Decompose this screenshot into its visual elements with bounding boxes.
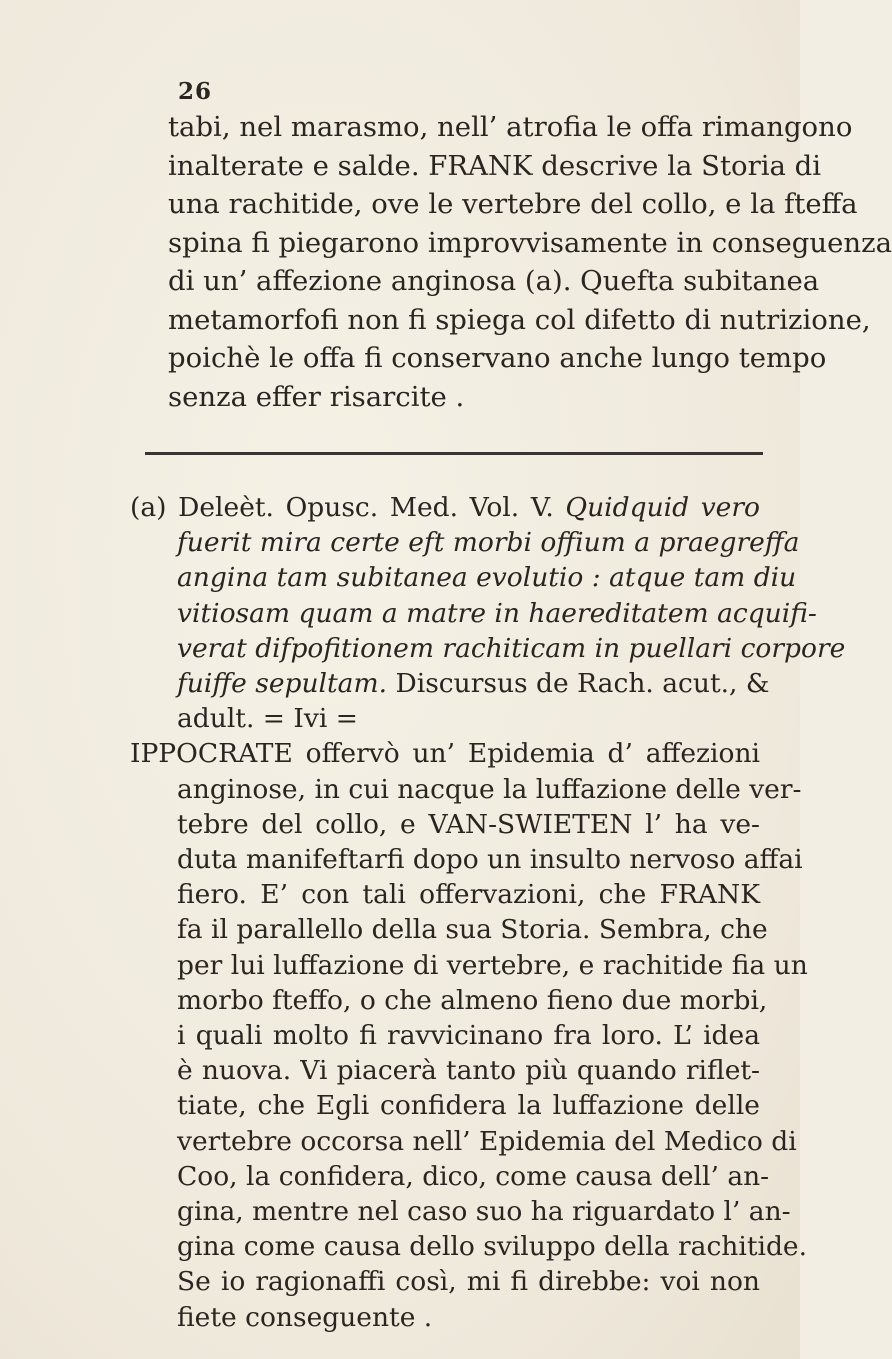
paragraph-line: duta manifeftarfi dopo un insulto nervoso affai	[177, 844, 803, 876]
footnote-block	[130, 490, 846, 1335]
paragraph-line: morbo fteffo, o che almeno fieno due morbi,	[177, 984, 768, 1016]
paragraph-line: vertebre occorsa nell’ Epidemia del Medico di	[177, 1125, 797, 1157]
paragraph-line: fiero. E’ con tali offervazioni, che FRANK	[177, 879, 760, 911]
footnote-marker: (a)	[130, 492, 167, 523]
footnote-quote-start: Quidquid vero	[565, 492, 760, 523]
footnote-reference: Deleѐt. Opusc. Med. Vol. V.	[178, 492, 554, 523]
paragraph-line: IPPOCRATE offervò un’ Epidemia d’ affezioni	[130, 738, 760, 770]
footnote-quote-end: fuiffe sepultam.	[177, 668, 388, 700]
paragraph-line: Coo, la confidera, dico, come causa dell’ an-	[177, 1160, 770, 1192]
text-line: di un’ affezione anginosa (a). Quefta subitanea	[168, 265, 820, 297]
footnote-quote-line: verat difpofitionem rachiticam in puellari corpore	[177, 632, 846, 664]
footnote-citation: Discursus de Rach. acut., &	[395, 668, 770, 700]
paragraph-line: Se io ragionaffi così, mi fi direbbe: voi non	[177, 1266, 760, 1298]
text-line: una rachitide, ove le vertebre del collo, e la fteffa	[168, 188, 858, 220]
footnote-line	[130, 666, 770, 701]
footnote-line	[130, 560, 797, 595]
footnote-quote-line: fuerit mira certe eft morbi offium a praegreffa	[177, 527, 800, 559]
page-number: 26	[178, 78, 213, 105]
text-line: poichè le offa fi conservano anche lungo tempo	[168, 342, 827, 374]
paragraph-line: per lui luffazione di vertebre, e rachitide fia un	[177, 949, 808, 981]
paragraph-line: fiete conseguente .	[177, 1301, 433, 1333]
text-line: tabi, nel marasmo, nell’ atrofia le offa rimangono	[168, 111, 853, 143]
paragraph-line: è nuova. Vi piacerà tanto più quando riflet-	[177, 1055, 760, 1087]
paragraph-line: gina, mentre nel caso suo ha riguardato l’ an-	[177, 1196, 791, 1228]
footnote-line	[130, 596, 817, 631]
footnote-line	[130, 631, 846, 666]
footnote-divider	[145, 452, 763, 455]
footnote-quote-line: vitiosam quam a matre in haereditatem acquifi-	[177, 597, 817, 629]
paragraph-line: tiate, che Egli confidera la luffazione delle	[177, 1090, 760, 1122]
paragraph-line: fa il parallello della sua Storia. Sembra, che	[177, 914, 768, 946]
paragraph-line: anginose, in cui nacque la luffazione delle ver-	[177, 773, 802, 805]
text-line: metamorfofi non fi spiega col difetto di nutrizione,	[168, 303, 871, 336]
footnote-line	[130, 525, 800, 560]
footnote-line: adult. = Ivi =	[177, 703, 358, 735]
text-line: spina fi piegarono improvvisamente in conseguenza	[168, 226, 892, 259]
footnote-quote-line: angina tam subitanea evolutio : atque tam diu	[177, 562, 797, 594]
text-line: inalterate e salde. FRANK descrive la Storia di	[168, 149, 822, 182]
main-text-block	[168, 108, 892, 416]
footnote-first-line	[130, 490, 760, 525]
paragraph-line: i quali molto fi ravvicinano fra loro. L’ idea	[177, 1020, 760, 1052]
text-line: senza effer risarcite .	[168, 380, 465, 413]
paragraph-line: tebre del collo, e VAN-SWIETEN l’ ha ve-	[177, 808, 760, 840]
paragraph-line: gina come causa dello sviluppo della rachitide.	[177, 1231, 808, 1263]
